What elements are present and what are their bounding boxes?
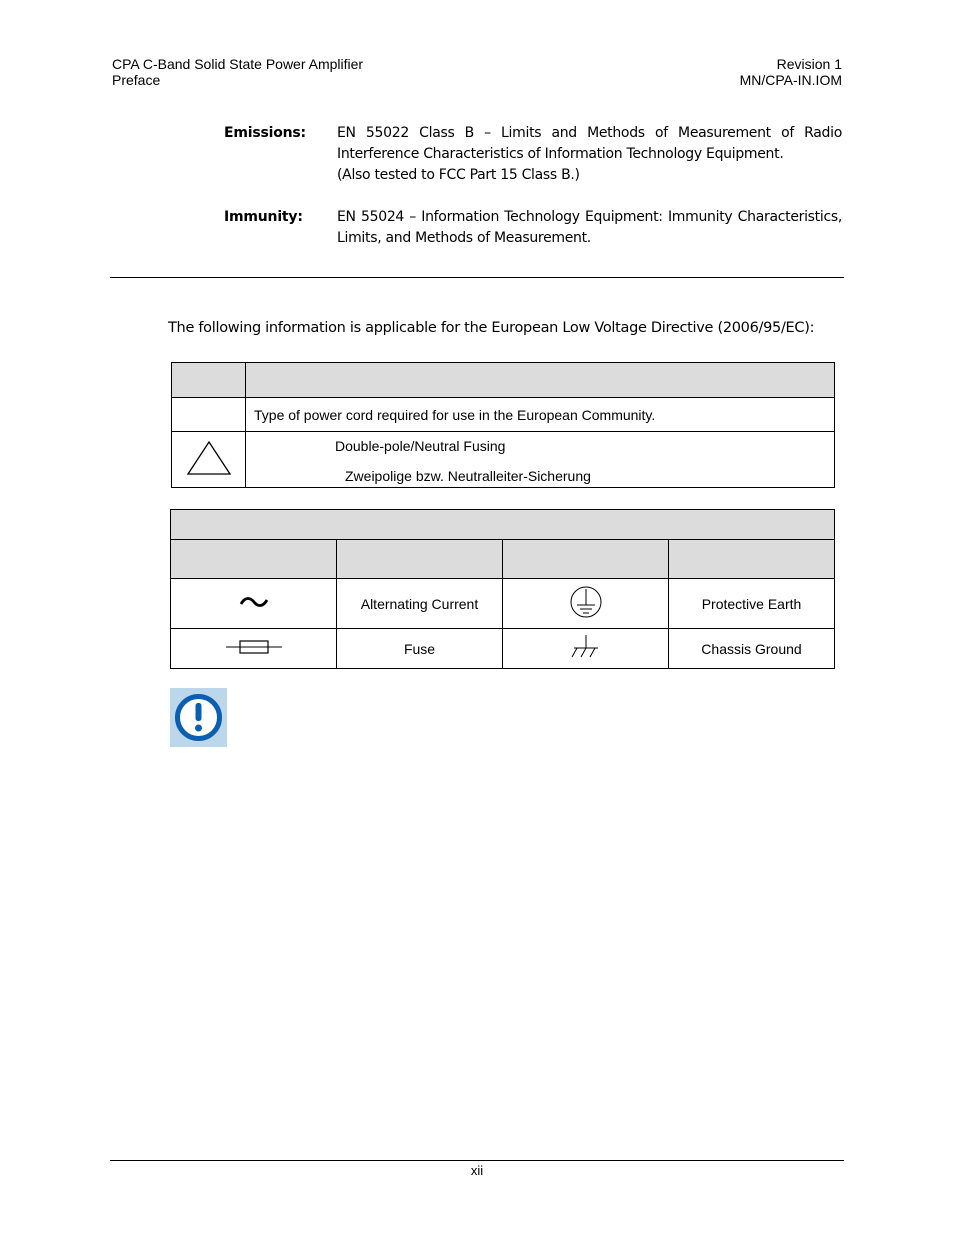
symbols-title-cell — [171, 510, 835, 540]
label-fuse: Fuse — [337, 629, 503, 669]
emissions-label: Emissions: — [224, 125, 306, 141]
footer-divider — [110, 1160, 844, 1161]
lvd-table — [171, 362, 835, 488]
immunity-label: Immunity: — [224, 209, 303, 225]
immunity-line-1: EN 55024 – Information Technology Equipment: Immunity Characteristics, — [337, 209, 842, 225]
lvd-intro: The following information is applicable for the European Low Voltage Directive (2006/95/EC): — [168, 320, 815, 336]
lvd-header-cell-2 — [246, 363, 835, 398]
section-name: Preface — [112, 72, 161, 88]
emissions-line-2: Interference Characteristics of Information Technology Equipment. — [337, 146, 784, 162]
protective-earth-icon — [569, 585, 603, 619]
symbol-cell-pe — [503, 579, 669, 629]
running-header-right — [740, 56, 842, 88]
doc-number: MN/CPA-IN.IOM — [739, 72, 842, 88]
emissions-line-1: EN 55022 Class B – Limits and Methods of Measurement of Radio — [337, 125, 842, 141]
symbol-cell-fuse — [171, 629, 337, 669]
fusing-english: Double-pole/Neutral Fusing — [335, 438, 506, 454]
symbols-col-header-2 — [337, 540, 503, 579]
page-number: xii — [470, 1163, 484, 1178]
warning-triangle-icon — [185, 439, 233, 477]
notice-icon-box — [170, 688, 227, 747]
section-divider — [110, 277, 844, 278]
immunity-text — [337, 207, 842, 249]
doc-title: CPA C-Band Solid State Power Amplifier — [112, 56, 364, 72]
running-header-left — [112, 56, 363, 88]
symbol-cell-ac — [171, 579, 337, 629]
symbols-col-header-1 — [171, 540, 337, 579]
lvd-row2-symbol — [172, 432, 246, 488]
alternating-current-icon — [239, 595, 269, 609]
label-ac: Alternating Current — [337, 579, 503, 629]
chassis-ground-icon — [569, 633, 603, 661]
fusing-german: Zweipolige bzw. Neutralleiter-Sicherung — [345, 468, 591, 484]
emissions-line-3: (Also tested to FCC Part 15 Class B.) — [337, 167, 580, 183]
revision: Revision 1 — [776, 56, 842, 72]
symbols-table — [170, 509, 835, 669]
lvd-row1-symbol — [172, 398, 246, 432]
lvd-fusing-cell — [246, 432, 835, 488]
symbol-cell-chassis — [503, 629, 669, 669]
lvd-header-cell-1 — [172, 363, 246, 398]
symbols-col-header-3 — [503, 540, 669, 579]
lvd-power-cord-text: Type of power cord required for use in the European Community. — [246, 398, 835, 432]
label-chassis: Chassis Ground — [669, 629, 835, 669]
fuse-icon — [225, 638, 283, 656]
immunity-line-2: Limits, and Methods of Measurement. — [337, 230, 591, 246]
symbols-col-header-4 — [669, 540, 835, 579]
label-pe: Protective Earth — [669, 579, 835, 629]
exclamation-notice-icon — [170, 688, 227, 747]
emissions-text — [337, 123, 842, 186]
